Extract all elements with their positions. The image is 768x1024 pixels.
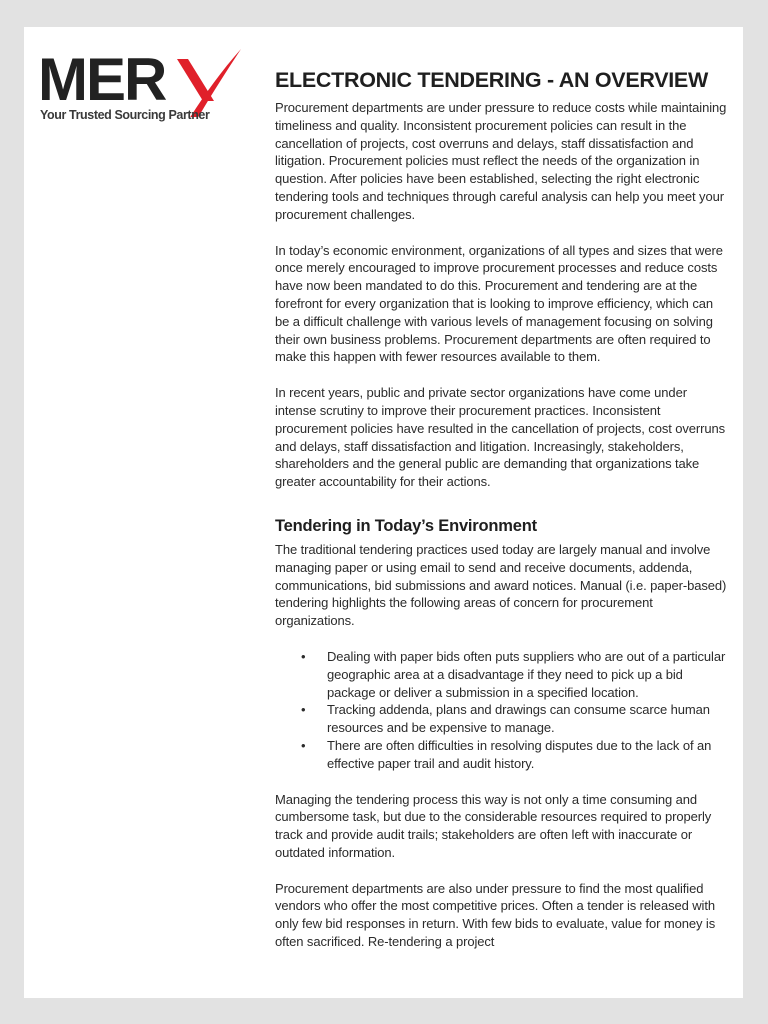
bullet-icon: •: [301, 702, 306, 718]
merx-logo: [38, 37, 248, 147]
intro-paragraph-3: In recent years, public and private sector organizations have come under intense scrutiny to improve their procurement practices. Inconsistent procurement policies have resulted in the cancellation of projects, cost overruns and delays, staff dissatisfaction and litigation. Increasingly, stakeholders, shareholders and the general public are demanding that organizations take greater accountability for their actions.: [275, 385, 726, 490]
list-item-text: Dealing with paper bids often puts suppliers who are out of a particular geographic area at a disadvantage if they need to pick up a bid package or deliver a submission in a specified location.: [327, 648, 726, 700]
closing-paragraph-1: Managing the tendering process this way is not only a time consuming and cumbersome task, but due to the considerable resources required to properly track and provide audit trails; stakeholders are often left with inaccurate or outdated information.: [275, 791, 712, 860]
section-intro-paragraph: The traditional tendering practices used today are largely manual and involve managing paper or using email to send and receive documents, addenda, communications, bid submissions and award notices. Manual (i.e. paper-based) tendering highlights the following areas of concern for procurement organizations.: [275, 541, 727, 629]
list-item: [301, 701, 727, 737]
section-heading: Tendering in Today’s Environment: [275, 516, 537, 535]
list-item-text: Tracking addenda, plans and drawings can consume scarce human resources and be expensive to manage.: [327, 702, 710, 736]
bullet-icon: •: [301, 648, 306, 664]
article-body: [275, 65, 727, 969]
intro-paragraph-1: Procurement departments are under pressure to reduce costs while maintaining timeliness and quality. Inconsistent procurement policies can result in the cancellation of projects, cost overruns and delays, staff dissatisfaction and litigation. Procurement policies must reflect the needs of the organization in question. After policies have been established, selecting the right electronic tendering tools and techniques through careful analysis can help you meet your procurement challenges.: [275, 100, 727, 222]
list-item-text: There are often difficulties in resolving disputes due to the lack of an effective paper trail and audit history.: [327, 737, 712, 771]
document-title: ELECTRONIC TENDERING - AN OVERVIEW: [275, 68, 708, 92]
logo-wordmark-mer: MER: [38, 46, 166, 113]
intro-paragraph-2: In today’s economic environment, organizations of all types and sizes that were once merely encouraged to improve procurement processes and reduce costs have now been mandated to do this. Procurement and tendering are at the forefront for every organization that is looking to improve efficiency, which can be a difficult challenge with various levels of management focusing on solving their own business problems. Procurement departments are often required to make this happen with fewer resources available to them.: [275, 242, 723, 365]
concerns-list: [275, 648, 727, 773]
list-item: [301, 737, 727, 773]
list-item: [301, 648, 727, 701]
bullet-icon: •: [301, 737, 306, 753]
closing-paragraph-2: Procurement departments are also under pressure to find the most qualified vendors who offer the most competitive prices. Often a tender is released with only few bid responses in return. With few bids to evaluate, value for money is often sacrificed. Re-tendering a project: [275, 880, 716, 950]
logo-tagline: Your Trusted Sourcing Partner: [40, 108, 210, 122]
document-page: [24, 27, 743, 998]
merx-logo-mark: [38, 37, 248, 117]
